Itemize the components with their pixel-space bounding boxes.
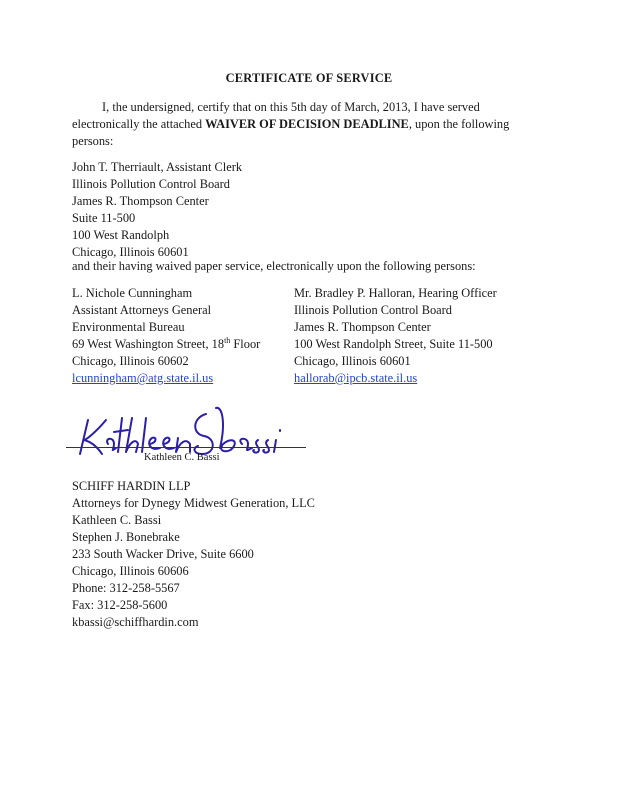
attorney-name: Stephen J. Bonebrake (72, 530, 180, 544)
intro-text: I, the undersigned, certify that on this 5th day of March, 2013, I have served electronically the attached (72, 100, 480, 131)
party-street: 69 West Washington Street, 18th Floor (72, 335, 261, 351)
address-line: Suite 11-500 (72, 211, 136, 225)
firm-fax: Fax: 312-258-5600 (72, 598, 168, 612)
document-name: WAIVER OF DECISION DEADLINE (205, 117, 409, 131)
party-building: James R. Thompson Center (294, 320, 431, 334)
waived-service-text: and their having waived paper service, electronically upon the following persons: (72, 259, 476, 273)
attorney-name: Kathleen C. Bassi (72, 513, 162, 527)
address-line: John T. Therriault, Assistant Clerk (72, 160, 243, 174)
party-city: Chicago, Illinois 60601 (294, 354, 411, 368)
left-party-address (72, 285, 260, 387)
intro-tail: , upon the following persons: (72, 117, 510, 148)
party-street: 100 West Randolph Street, Suite 11-500 (294, 337, 493, 351)
clerk-address-block (72, 159, 242, 261)
document-title: CERTIFICATE OF SERVICE (225, 71, 393, 85)
firm-role: Attorneys for Dynegy Midwest Generation, LLC (72, 496, 315, 510)
firm-street: 233 South Wacker Drive, Suite 6600 (72, 547, 254, 561)
certification-paragraph (72, 99, 532, 150)
party-org: Illinois Pollution Control Board (294, 303, 452, 317)
party-title: Assistant Attorneys General (72, 303, 212, 317)
address-line: 100 West Randolph (72, 228, 170, 242)
firm-phone: Phone: 312-258-5567 (72, 581, 180, 595)
party-name: Mr. Bradley P. Halloran, Hearing Officer (294, 286, 497, 300)
party-city: Chicago, Illinois 60602 (72, 354, 189, 368)
signatory-name: Kathleen C. Bassi (144, 452, 220, 463)
address-line: Illinois Pollution Control Board (72, 177, 230, 191)
firm-address-block (72, 478, 315, 631)
firm-email: kbassi@schiffhardin.com (72, 615, 199, 629)
firm-name: SCHIFF HARDIN LLP (72, 479, 191, 493)
party-bureau: Environmental Bureau (72, 320, 185, 334)
address-line: James R. Thompson Center (72, 194, 209, 208)
address-line: Chicago, Illinois 60601 (72, 245, 189, 259)
party-name: L. Nichole Cunningham (72, 286, 193, 300)
party-email-link[interactable]: lcunningham@atg.state.il.us (72, 371, 214, 385)
signature-line (66, 447, 306, 448)
right-party-address (294, 285, 497, 387)
party-email-link[interactable]: hallorab@ipcb.state.il.us (294, 371, 418, 385)
firm-city: Chicago, Illinois 60606 (72, 564, 189, 578)
